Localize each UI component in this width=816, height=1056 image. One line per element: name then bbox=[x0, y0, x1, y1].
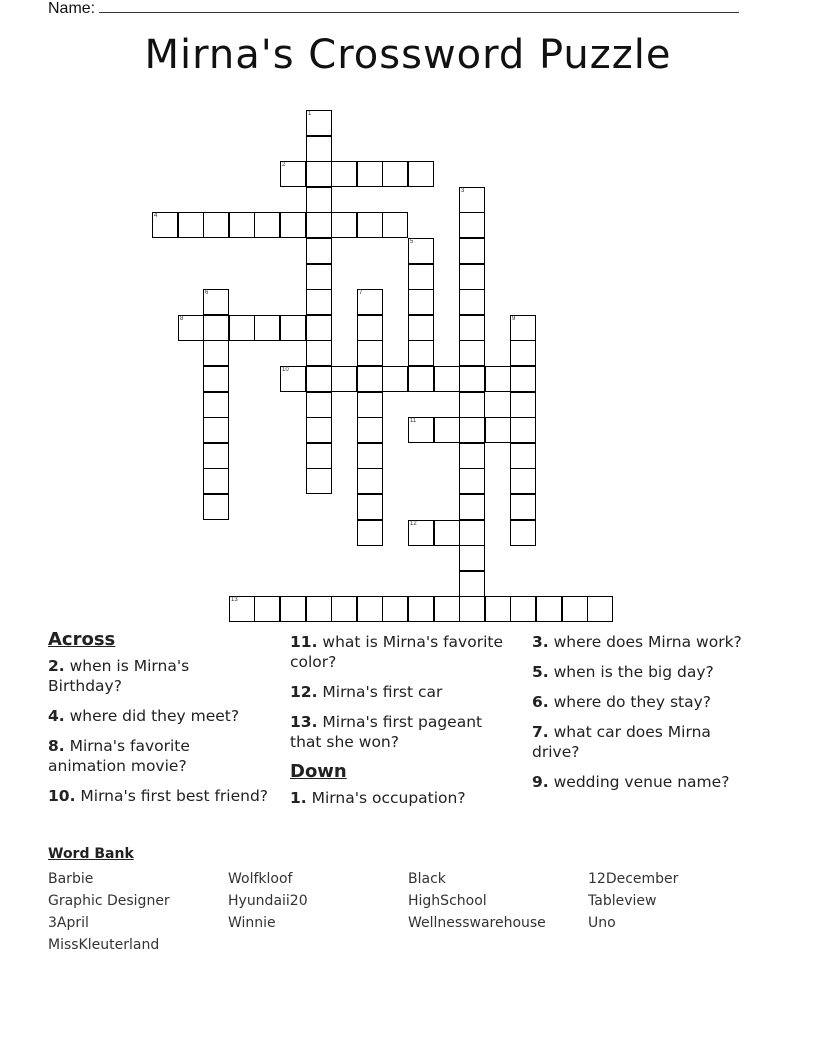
grid-cell[interactable] bbox=[459, 340, 485, 366]
clue-number: 10. bbox=[48, 787, 76, 805]
grid-cell[interactable] bbox=[357, 315, 383, 341]
grid-cell[interactable] bbox=[331, 212, 357, 238]
clue-number: 4. bbox=[48, 707, 65, 725]
grid-cell[interactable] bbox=[357, 494, 383, 520]
clue-number: 3. bbox=[532, 633, 549, 651]
grid-cell[interactable] bbox=[331, 366, 357, 392]
grid-cell[interactable] bbox=[357, 392, 383, 418]
grid-cell[interactable] bbox=[357, 366, 383, 392]
grid-cell[interactable] bbox=[434, 417, 460, 443]
grid-cell[interactable] bbox=[562, 596, 588, 622]
grid-cell[interactable] bbox=[254, 212, 280, 238]
grid-cell[interactable] bbox=[229, 212, 255, 238]
grid-cell[interactable] bbox=[485, 366, 511, 392]
clue-down-3 bbox=[532, 632, 762, 652]
clue-down-5 bbox=[532, 662, 762, 682]
clue-text: what car does Mirna drive? bbox=[532, 723, 711, 761]
grid-cell[interactable] bbox=[306, 468, 332, 494]
grid-cell[interactable] bbox=[306, 264, 332, 290]
grid-cell[interactable] bbox=[229, 596, 255, 622]
cell-number: 5 bbox=[410, 239, 414, 245]
grid-cell[interactable] bbox=[485, 596, 511, 622]
cell-number: 11 bbox=[410, 418, 417, 424]
clue-down-6 bbox=[532, 692, 762, 712]
clue-across-13 bbox=[290, 712, 505, 752]
grid-cell[interactable] bbox=[357, 596, 383, 622]
clue-number: 2. bbox=[48, 657, 65, 675]
grid-cell[interactable] bbox=[203, 417, 229, 443]
clue-number: 1. bbox=[290, 789, 307, 807]
grid-cell[interactable] bbox=[510, 417, 536, 443]
clue-text: Mirna's first best friend? bbox=[80, 787, 269, 805]
clue-text: where does Mirna work? bbox=[553, 633, 742, 651]
clue-number: 8. bbox=[48, 737, 65, 755]
grid-cell[interactable] bbox=[382, 161, 408, 187]
clue-across-2 bbox=[48, 656, 268, 696]
clues-column-1 bbox=[48, 630, 268, 816]
grid-cell[interactable] bbox=[459, 315, 485, 341]
grid-cell[interactable] bbox=[306, 161, 332, 187]
grid-cell[interactable] bbox=[510, 596, 536, 622]
grid-cell[interactable] bbox=[357, 417, 383, 443]
grid-cell[interactable] bbox=[203, 315, 229, 341]
grid-cell[interactable] bbox=[459, 443, 485, 469]
grid-cell[interactable] bbox=[587, 596, 613, 622]
clue-number: 11. bbox=[290, 633, 318, 651]
grid-cell[interactable] bbox=[459, 264, 485, 290]
grid-cell[interactable] bbox=[306, 392, 332, 418]
word-bank-item: Winnie bbox=[228, 915, 276, 931]
word-bank-item: Graphic Designer bbox=[48, 893, 170, 909]
grid-cell[interactable] bbox=[510, 392, 536, 418]
word-bank-item: HighSchool bbox=[408, 893, 487, 909]
grid-cell[interactable] bbox=[203, 366, 229, 392]
clue-number: 9. bbox=[532, 773, 549, 791]
grid-cell[interactable] bbox=[254, 596, 280, 622]
cell-number: 13 bbox=[231, 597, 238, 603]
cell-number: 2 bbox=[282, 162, 286, 168]
grid-cell[interactable] bbox=[459, 468, 485, 494]
grid-cell[interactable] bbox=[510, 468, 536, 494]
grid-cell[interactable] bbox=[357, 468, 383, 494]
grid-cell[interactable] bbox=[229, 315, 255, 341]
grid-cell[interactable] bbox=[459, 212, 485, 238]
cell-number: 9 bbox=[512, 316, 516, 322]
grid-cell[interactable] bbox=[408, 366, 434, 392]
clue-down-7 bbox=[532, 722, 762, 762]
grid-cell[interactable] bbox=[459, 289, 485, 315]
grid-cell[interactable] bbox=[280, 212, 306, 238]
clue-number: 13. bbox=[290, 713, 318, 731]
grid-cell[interactable] bbox=[434, 366, 460, 392]
grid-cell[interactable] bbox=[510, 315, 536, 341]
grid-cell[interactable] bbox=[510, 494, 536, 520]
grid-cell[interactable] bbox=[203, 340, 229, 366]
grid-cell[interactable] bbox=[459, 417, 485, 443]
grid-cell[interactable] bbox=[408, 596, 434, 622]
grid-cell[interactable] bbox=[459, 392, 485, 418]
grid-cell[interactable] bbox=[306, 366, 332, 392]
clue-text: Mirna's first pageant that she won? bbox=[290, 713, 483, 751]
clue-text: when is the big day? bbox=[553, 663, 714, 681]
grid-cell[interactable] bbox=[306, 110, 332, 136]
grid-cell[interactable] bbox=[306, 136, 332, 162]
grid-cell[interactable] bbox=[306, 187, 332, 213]
cell-number: 12 bbox=[410, 521, 417, 527]
clue-text: Mirna's first car bbox=[322, 683, 443, 701]
grid-cell[interactable] bbox=[510, 520, 536, 546]
grid-cell[interactable] bbox=[434, 596, 460, 622]
grid-cell[interactable] bbox=[203, 494, 229, 520]
grid-cell[interactable] bbox=[510, 340, 536, 366]
grid-cell[interactable] bbox=[382, 212, 408, 238]
clue-text: what is Mirna's favorite color? bbox=[290, 633, 503, 671]
clue-across-11 bbox=[290, 632, 505, 672]
clue-number: 6. bbox=[532, 693, 549, 711]
down-heading: Down bbox=[290, 761, 347, 782]
grid-cell[interactable] bbox=[510, 366, 536, 392]
grid-cell[interactable] bbox=[459, 187, 485, 213]
grid-cell[interactable] bbox=[357, 443, 383, 469]
grid-cell[interactable] bbox=[306, 596, 332, 622]
word-bank-item: MissKleuterland bbox=[48, 937, 160, 953]
clue-text: where did they meet? bbox=[69, 707, 240, 725]
cell-number: 10 bbox=[282, 367, 289, 373]
clue-number: 12. bbox=[290, 683, 318, 701]
grid-cell[interactable] bbox=[408, 340, 434, 366]
grid-cell[interactable] bbox=[510, 443, 536, 469]
grid-cell[interactable] bbox=[434, 520, 460, 546]
word-bank-column-3 bbox=[408, 868, 583, 934]
clue-across-4 bbox=[48, 706, 268, 726]
word-bank-item: Wellnesswarehouse bbox=[408, 915, 546, 931]
grid-cell[interactable] bbox=[459, 545, 485, 571]
grid-cell[interactable] bbox=[408, 520, 434, 546]
word-bank-item: Hyundaii20 bbox=[228, 893, 308, 909]
clue-across-12 bbox=[290, 682, 505, 702]
cell-number: 8 bbox=[180, 316, 184, 322]
grid-cell[interactable] bbox=[459, 366, 485, 392]
cell-number: 1 bbox=[308, 111, 312, 117]
grid-cell[interactable] bbox=[357, 212, 383, 238]
grid-cell[interactable] bbox=[280, 315, 306, 341]
word-bank-item: 3April bbox=[48, 915, 89, 931]
across-heading: Across bbox=[48, 629, 116, 650]
word-bank-item: 12December bbox=[588, 871, 679, 887]
grid-cell[interactable] bbox=[203, 468, 229, 494]
clue-text: Mirna's occupation? bbox=[311, 789, 466, 807]
grid-cell[interactable] bbox=[203, 212, 229, 238]
clue-text: when is Mirna's Birthday? bbox=[48, 657, 190, 695]
grid-cell[interactable] bbox=[203, 392, 229, 418]
grid-cell[interactable] bbox=[331, 596, 357, 622]
grid-cell[interactable] bbox=[357, 340, 383, 366]
grid-cell[interactable] bbox=[408, 315, 434, 341]
word-bank-title: Word Bank bbox=[48, 846, 134, 862]
grid-cell[interactable] bbox=[178, 212, 204, 238]
clues-column-2 bbox=[290, 632, 505, 818]
cell-number: 6 bbox=[205, 290, 209, 296]
grid-cell[interactable] bbox=[459, 571, 485, 597]
clue-text: wedding venue name? bbox=[553, 773, 730, 791]
word-bank-item: Wolfkloof bbox=[228, 871, 293, 887]
word-bank-column-4 bbox=[588, 868, 763, 934]
grid-cell[interactable] bbox=[280, 366, 306, 392]
grid-cell[interactable] bbox=[203, 443, 229, 469]
word-bank-item: Black bbox=[408, 871, 446, 887]
grid-cell[interactable] bbox=[306, 417, 332, 443]
clue-down-1 bbox=[290, 788, 505, 808]
grid-cell[interactable] bbox=[382, 596, 408, 622]
clue-text: where do they stay? bbox=[553, 693, 711, 711]
grid-cell[interactable] bbox=[357, 520, 383, 546]
grid-cell[interactable] bbox=[485, 417, 511, 443]
grid-cell[interactable] bbox=[459, 494, 485, 520]
word-bank-item: Tableview bbox=[588, 893, 657, 909]
grid-cell[interactable] bbox=[152, 212, 178, 238]
grid-cell[interactable] bbox=[306, 443, 332, 469]
clue-text: Mirna's favorite animation movie? bbox=[48, 737, 190, 775]
clue-number: 5. bbox=[532, 663, 549, 681]
page-title: Mirna's Crossword Puzzle bbox=[144, 32, 672, 78]
grid-cell[interactable] bbox=[254, 315, 280, 341]
cell-number: 4 bbox=[154, 213, 158, 219]
cell-number: 3 bbox=[461, 188, 465, 194]
word-bank-item: Barbie bbox=[48, 871, 94, 887]
grid-cell[interactable] bbox=[280, 596, 306, 622]
grid-cell[interactable] bbox=[382, 366, 408, 392]
grid-cell[interactable] bbox=[408, 161, 434, 187]
grid-cell[interactable] bbox=[408, 417, 434, 443]
name-label: Name: bbox=[48, 0, 96, 17]
grid-cell[interactable] bbox=[306, 238, 332, 264]
grid-cell[interactable] bbox=[203, 289, 229, 315]
grid-cell[interactable] bbox=[459, 520, 485, 546]
grid-cell[interactable] bbox=[178, 315, 204, 341]
word-bank-column-2 bbox=[228, 868, 403, 934]
grid-cell[interactable] bbox=[306, 212, 332, 238]
grid-cell[interactable] bbox=[306, 315, 332, 341]
grid-cell[interactable] bbox=[357, 161, 383, 187]
grid-cell[interactable] bbox=[306, 289, 332, 315]
clue-number: 7. bbox=[532, 723, 549, 741]
grid-cell[interactable] bbox=[408, 289, 434, 315]
clue-down-9 bbox=[532, 772, 762, 792]
word-bank-item: Uno bbox=[588, 915, 616, 931]
grid-cell[interactable] bbox=[357, 289, 383, 315]
grid-cell[interactable] bbox=[536, 596, 562, 622]
grid-cell[interactable] bbox=[459, 596, 485, 622]
clue-across-10 bbox=[48, 786, 268, 806]
grid-cell[interactable] bbox=[306, 340, 332, 366]
cell-number: 7 bbox=[359, 290, 363, 296]
word-bank-column-1 bbox=[48, 868, 223, 956]
clues-column-3 bbox=[532, 632, 762, 802]
grid-cell[interactable] bbox=[459, 238, 485, 264]
grid-cell[interactable] bbox=[280, 161, 306, 187]
grid-cell[interactable] bbox=[331, 161, 357, 187]
grid-cell[interactable] bbox=[408, 238, 434, 264]
clue-across-8 bbox=[48, 736, 268, 776]
grid-cell[interactable] bbox=[408, 264, 434, 290]
